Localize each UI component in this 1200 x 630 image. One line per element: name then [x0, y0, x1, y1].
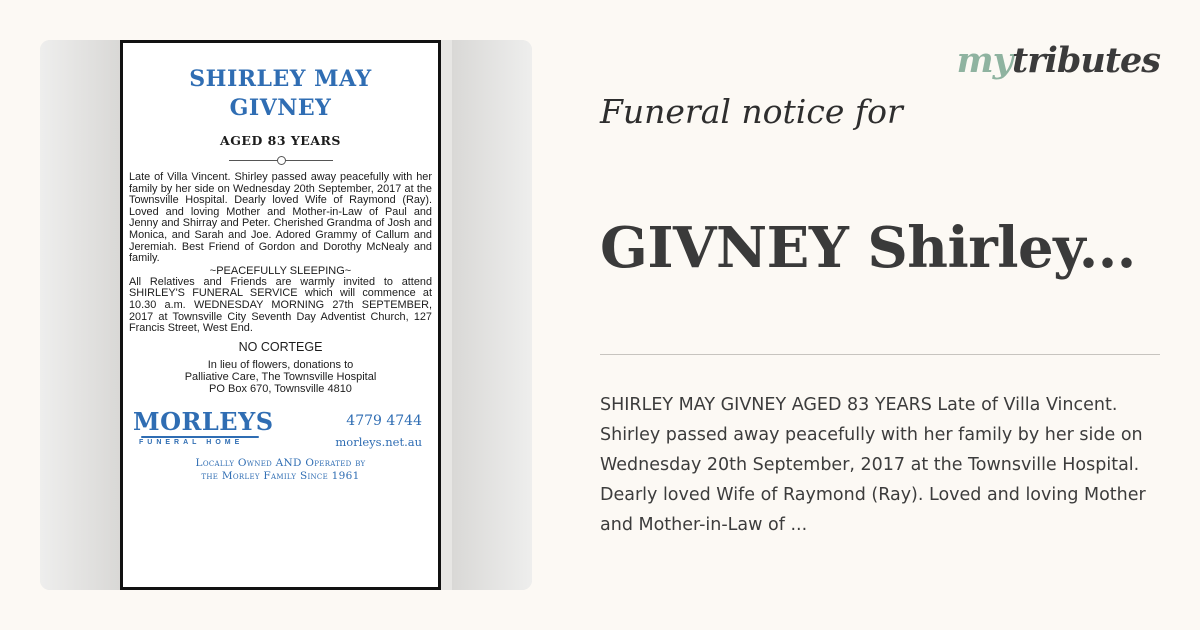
newspaper-notice	[120, 40, 441, 590]
logo-swoosh	[141, 436, 259, 438]
notice-service: All Relatives and Friends are warmly invited to attend SHIRLEY'S FUNERAL SERVICE which will commence at 10.30 a.m. WEDNESDAY MORNING 27th SEPTEMBER, 2017 at Townsville City Seventh Day Adventist Church, 127 Francis Street, West End.	[129, 275, 432, 335]
notice-peaceful: ~PEACEFULLY SLEEPING~	[209, 264, 352, 277]
notice-name-line1: SHIRLEY MAY	[189, 66, 372, 92]
funeral-home-sublabel: FUNERAL HOME	[139, 438, 244, 446]
notice-donations-1: In lieu of flowers, donations to	[207, 358, 354, 371]
notice-name-line2: GIVNEY	[229, 95, 332, 121]
page-heading: Funeral notice for	[600, 92, 903, 131]
deceased-name-title: GIVNEY Shirley...	[600, 215, 1136, 281]
notice-body: Late of Villa Vincent. Shirley passed away peacefully with her family by her side on Wednesday 20th September, 2017 at the Townsville Hospital. Dearly loved Wife of Raymond (Ray). Loved and loving Mother and Mother-in-Law of Paul and Jenny and Shirray and Peter. Cherished Grandma of Josh and Monica, and Sarah and Joe. Adored Grammy of Callum and Jeremiah. Best Friend of Gordon and Dorothy McNealy and family.	[129, 171, 432, 265]
logo-my: my	[956, 40, 1013, 81]
tagline-line2: the Morley Family Since 1961	[201, 469, 360, 482]
notice-cortege: NO CORTEGE	[238, 339, 323, 354]
funeral-home-website: morleys.net.au	[335, 434, 422, 449]
mytributes-logo[interactable]	[957, 40, 1160, 81]
notice-excerpt: SHIRLEY MAY GIVNEY AGED 83 YEARS Late of Villa Vincent. Shirley passed away peacefully with her family by her side on Wednesday 20th September, 2017 at the Townsville Hospital. Dearly loved Wife of Raymond (Ray). Loved and loving Mother and Mother-in-Law of ...	[600, 395, 1146, 535]
divider-rule	[600, 354, 1160, 355]
notice-shadow-left	[40, 40, 120, 590]
tagline-line1: Locally Owned AND Operated by	[195, 456, 366, 469]
funeral-home-logo: MORLEYS	[133, 406, 274, 436]
logo-tributes: tributes	[1012, 40, 1160, 81]
funeral-home-tagline	[129, 457, 432, 483]
notice-donations-3: PO Box 670, Townsville 4810	[209, 382, 352, 395]
notice-image	[40, 40, 532, 590]
notice-age: AGED 83 YEARS	[220, 133, 341, 148]
notice-name	[129, 65, 432, 123]
funeral-home-phone: 4779 4744	[346, 412, 422, 429]
notice-footer	[129, 407, 432, 487]
notice-donations-2: Palliative Care, The Townsville Hospital	[184, 370, 377, 383]
notice-divider	[229, 156, 333, 166]
notice-shadow-right	[452, 40, 532, 590]
